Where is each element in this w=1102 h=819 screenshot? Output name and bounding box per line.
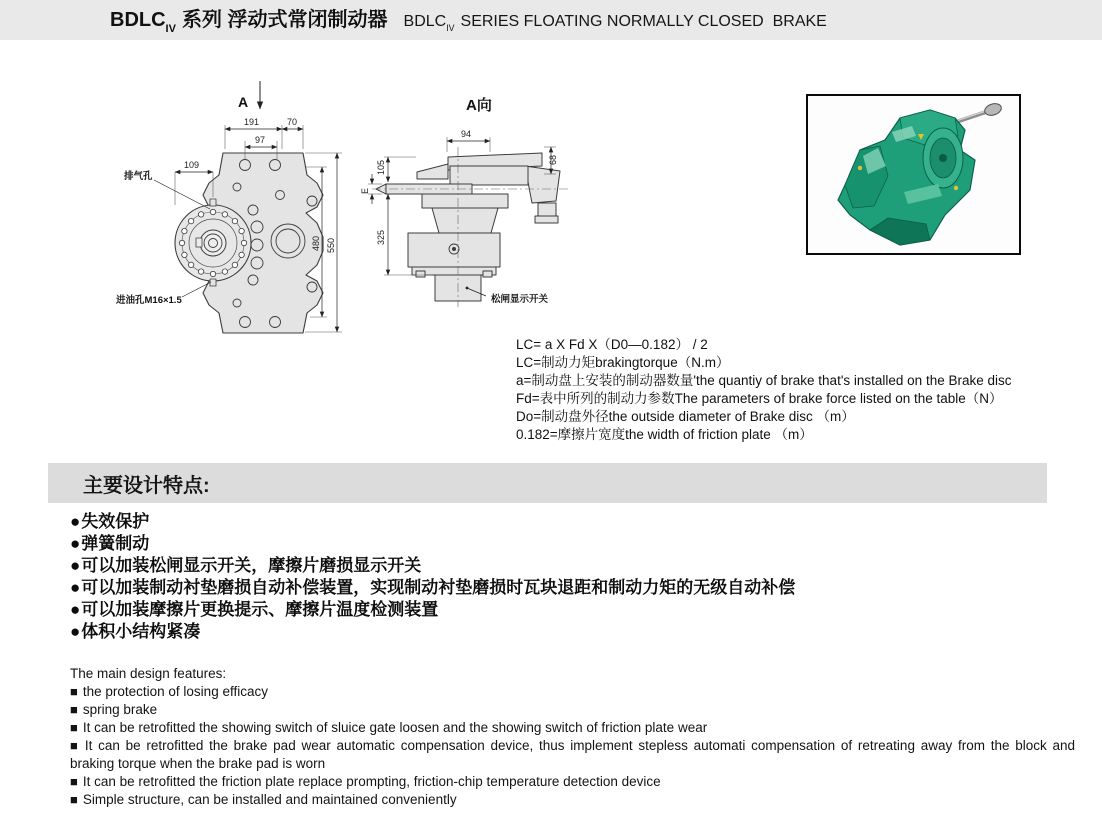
list-item: ●可以加装松闸显示开关，摩擦片磨损显示开关 <box>70 556 422 575</box>
product-photo-frame <box>806 94 1021 255</box>
formula-line: 0.182=摩擦片宽度the width of friction plate （m） <box>516 427 813 442</box>
dim-105: 105 <box>376 159 386 175</box>
bullet-icon: ● <box>70 600 81 619</box>
list-item: ■ It can be retrofitted the brake pad wear automatic compensation device, thus implement stepless automati compensation of retreating away from the block and braking torque when the brake pad is worn <box>70 738 1075 771</box>
bullet-icon: ● <box>70 534 81 553</box>
dim-109: 109 <box>184 160 200 170</box>
front-view <box>115 81 342 333</box>
square-bullet-icon: ■ <box>70 720 78 735</box>
dim-70: 70 <box>287 117 298 127</box>
side-profile <box>376 153 560 301</box>
list-item: ●失效保护 <box>70 512 150 531</box>
page-title-chinese: $BDLC_{IV}$ 系列 浮动式常闭制动器 <box>110 9 388 35</box>
list-item: ■ spring brake <box>70 702 158 717</box>
list-item: ■ It can be retrofitted the friction plate replace prompting, friction-chip temperature detection device <box>70 774 661 789</box>
product-photo <box>808 96 1019 253</box>
torque-formula-block <box>516 336 1091 444</box>
release-switch-label: 松闸显示开关 <box>491 294 549 305</box>
list-item: ●可以加装摩擦片更换提示、摩擦片温度检测装置 <box>70 600 439 619</box>
bullet-icon: ● <box>70 578 81 597</box>
dim-e: E <box>360 187 370 194</box>
formula-line: LC= a X Fd X（D0—0.182） / 2 <box>516 337 708 352</box>
bullet-icon: ● <box>70 512 81 531</box>
oil-inlet-label: 进油孔M16×1.5 <box>116 295 182 306</box>
design-features-en <box>70 665 1075 809</box>
list-item: ■ the protection of losing efficacy <box>70 684 268 699</box>
dim-97: 97 <box>255 135 266 145</box>
exhaust-port <box>210 199 216 206</box>
brake-dimension-drawing <box>70 75 630 375</box>
list-item: ●弹簧制动 <box>70 534 150 553</box>
design-features-cn <box>70 511 1080 643</box>
handle-knob <box>983 102 1002 117</box>
dim-68: 68 <box>548 154 558 165</box>
dim-325: 325 <box>376 229 386 245</box>
bullet-icon: ● <box>70 622 81 641</box>
en-intro: The main design features: <box>70 666 227 681</box>
formula-line: Fd=表中所列的制动力参数The parameters of brake force listed on the table（N） <box>516 391 1003 406</box>
bullet-icon: ● <box>70 556 81 575</box>
keyway <box>196 238 202 247</box>
technical-drawings <box>70 75 630 375</box>
dim-550: 550 <box>326 237 336 253</box>
view-a-marker <box>238 81 260 110</box>
leader-dot <box>466 287 469 290</box>
square-bullet-icon: ■ <box>70 702 78 717</box>
center-screw-dot <box>452 247 456 251</box>
square-bullet-icon: ■ <box>70 684 78 699</box>
dim-191: 191 <box>244 117 260 127</box>
brake-machine-illustration <box>838 102 1003 245</box>
page-title-english: $BDLC_{IV}$ SERIES FLOATING NORMALLY CLOSED BRAKE <box>403 13 827 34</box>
svg-text:A: A <box>238 94 249 110</box>
list-item: ■ It can be retrofitted the showing switch of sluice gate loosen and the showing switch of friction plate wear <box>70 720 708 735</box>
exhaust-hole-label: 排气孔 <box>124 171 153 182</box>
formula-line: Do=制动盘外径the outside diameter of Brake disc （m） <box>516 409 855 424</box>
section-header-bar <box>48 463 1047 503</box>
list-item: ●体积小结构紧凑 <box>70 622 201 641</box>
yellow-mark <box>858 166 862 170</box>
formula-line: a=制动盘上安装的制动器数量'the quantiy of brake that's installed on the Brake disc <box>516 373 1012 388</box>
dim-94: 94 <box>461 129 472 139</box>
oil-inlet-port <box>210 279 216 286</box>
list-item: ■ Simple structure, can be installed and maintained conveniently <box>70 792 457 807</box>
square-bullet-icon: ■ <box>70 774 78 789</box>
formula-line: LC=制动力矩brakingtorque（N.m） <box>516 355 730 370</box>
dim-480: 480 <box>311 235 321 251</box>
square-bullet-icon: ■ <box>70 738 80 753</box>
page-header <box>0 0 1102 40</box>
list-item: ●可以加装制动衬垫磨损自动补偿装置，实现制动衬垫磨损时瓦块退距和制动力矩的无级自动补偿 <box>70 578 796 597</box>
view-a-label: A向 <box>466 97 492 114</box>
side-view <box>360 96 568 307</box>
section-heading: 主要设计特点: <box>83 474 210 497</box>
square-bullet-icon: ■ <box>70 792 78 807</box>
